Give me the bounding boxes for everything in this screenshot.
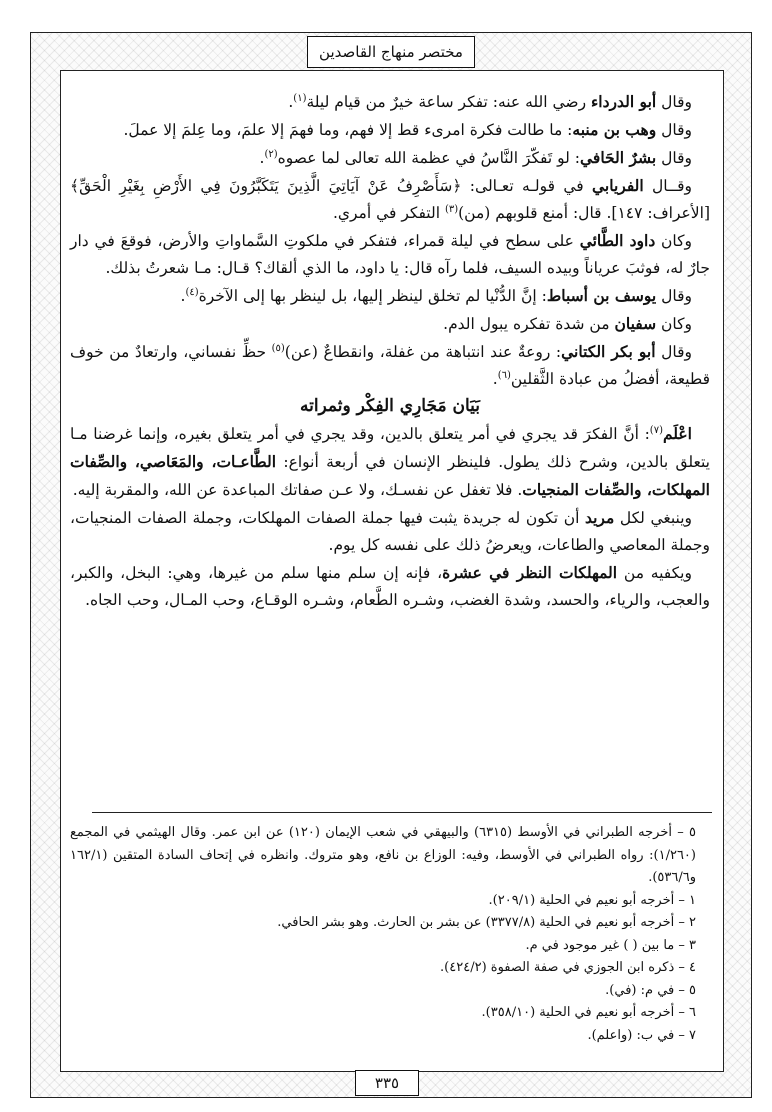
paragraph-6: وقال يوسف بن أسباط: إنَّ الدُّنْيا لم تخلق لينظر إليها، بل لينظر بها إلى الآخرة$^{(٤)}$. xyxy=(180,286,692,305)
name-highlight: وهب بن منبه xyxy=(572,120,657,139)
categories-highlight: الطَّاعـات، والمَعَاصي، والصِّفات المهلكات، والصِّفات المنجيات xyxy=(70,452,710,499)
paragraph-1: وقال أبو الدرداء رضي الله عنه: تفكر ساعة خيرٌ من قيام ليلة$^{(١)}$. xyxy=(288,92,692,111)
footnote-divider xyxy=(92,812,712,813)
footnote: ٣ – ما بين ( ) غير موجود في م. xyxy=(525,937,696,953)
footnote: ٦ – أخرجه أبو نعيم في الحلية (٣٥٨/١٠). xyxy=(481,1005,696,1020)
name-highlight: بشرٌ الحَافي xyxy=(580,148,657,167)
footnote-ref: (٣) xyxy=(444,203,459,215)
footnote-ref: (٥) xyxy=(271,342,285,354)
footnote: ٥ – أخرجه الطبراني في الأوسط (٦٣١٥) والبيهقي في شعب الإيمان (١٢٠) عن ابن عمر. وقال الهيثمي في المجمع (١/٢٦٠): رواه الطبراني في الأوسط، وفيه: الوزاع بن نافع، وهو متروك. وانظره في إتحاف السادة المتقين (١٦٢/١ و٥٣٦/٦). xyxy=(70,825,696,885)
footnote-ref: (٢) xyxy=(264,148,278,160)
lead-word: اعْلَم xyxy=(662,424,692,443)
page-number-box xyxy=(355,1070,419,1096)
name-highlight: أبو الدرداء xyxy=(591,92,657,111)
paragraph-4: وقــال الفريابي في قولـه تعـالى: ﴿سَأَصْرِفُ عَنْ آيَاتِيَ الَّذِينَ يَتَكَبَّرُونَ فِي الأَرْضِ بِغَيْرِ الْحَقِّ﴾[الأعراف: ١٤٧]. قال: أمنع قلوبهم (من)$^{(٣)}$ التفكر في أمري. xyxy=(70,176,710,222)
footnote-ref: (٦) xyxy=(497,369,511,381)
paragraph-8: وقال أبو بكر الكتاني: روعةٌ عند انتباهة من غفلة، وانقطاعٌ (عن)$^{(٥)}$ حظِّ نفساني، وارتعادٌ من خوف قطيعة، أفضلُ من عبادة الثَّقلين$^{(٦)}$. xyxy=(70,342,710,388)
running-header-title: مختصر منهاج القاصدين xyxy=(319,43,463,61)
footnote: ٢ – أخرجه أبو نعيم في الحلية (٣٣٧٧/٨) عن بشر بن الحارث. وهو بشر الحافي. xyxy=(277,915,696,930)
footnote-ref: (٧) xyxy=(649,424,663,436)
paragraph-3: وقال بشرٌ الحَافي: لو تَفكّرَ النَّاسُ في عظمة الله تعالى لما عصوه$^{(٢)}$. xyxy=(259,148,692,167)
footnote: ٥ – في م: (في). xyxy=(605,982,696,998)
paragraph-7: وكان سفيان من شدة تفكره يبول الدم. xyxy=(443,314,692,333)
page-number: ٣٣٥ xyxy=(374,1074,400,1092)
footnote: ٤ – ذكره ابن الجوزي في صفة الصفوة (٤٢٤/٢). xyxy=(440,960,696,975)
footnote-ref: (٤) xyxy=(185,286,199,298)
paragraph-9: اعْلَم$^{(٧)}$: أنَّ الفكرَ قد يجري في أمر يتعلق بالدين، وقد يجري في أمر يتعلق بغيره، وإنما غرضنا مـا يتعلق بالدين، وشرح ذلك يطول. فلينظر الإنسان في أربعة أنواع: الطَّاعـات، والمَعَاصي، والصِّفات المهلكات، والصِّفات المنجيات. فلا تغفل عن نفسـك، ولا عـن صفاتك المباعدة عن الله، والمقربة إليه. xyxy=(70,424,710,499)
section-heading: بَيَان مَجَارِي الفِكْر وثمراته xyxy=(299,396,481,416)
footnote: ١ – أخرجه أبو نعيم في الحلية (٢٠٩/١). xyxy=(488,892,696,908)
main-text xyxy=(70,88,710,614)
name-highlight: الفريابي xyxy=(592,176,644,195)
term-highlight: مريد xyxy=(584,508,615,527)
paragraph-5: وكان داود الطَّائي على سطح في ليلة قمراء، فتفكر في ملكوتِ السَّماواتِ والأرض، فوقعَ في دار جارٌ له، فوثبَ عرياناً وبيده السيف، فلما رآه قال: يا داود، ما الذي ألقاك؟ قـال: مـا شعرتُ بذلك. xyxy=(70,231,710,277)
name-highlight: سفيان xyxy=(614,314,657,333)
footnotes xyxy=(70,822,710,1047)
paragraph-10: وينبغي لكل مريد أن تكون له جريدة يثبت فيها جملة الصفات المهلكات، وجملة الصفات المنجيات، وجملة المعاصي والطاعات، ويعرضُ ذلك على نفسه كل يوم. xyxy=(70,508,710,554)
name-highlight: أبو بكر الكتاني xyxy=(561,342,656,361)
name-highlight: يوسف بن أسباط xyxy=(546,286,657,305)
paragraph-11: ويكفيه من المهلكات النظر في عشرة، فإنه إن سلم منها سلم من غيرها، وهي: البخل، والكبر، والعجب، والرياء، والحسد، وشدة الغضب، وشـره الطَّعام، وشـره الوقـاع، وحب المـال، وحب الجاه. xyxy=(70,563,710,609)
name-highlight: داود الطَّائي xyxy=(579,231,656,250)
footnote: ٧ – في ب: (واعلم). xyxy=(587,1027,696,1043)
footnote-ref: (١) xyxy=(293,92,307,104)
paragraph-2: وقال وهب بن منبه: ما طالت فكرة امرىء قط إلا فهم، وما فهمَ إلا علمَ، وما عِلمَ إلا عملَ. xyxy=(123,120,692,139)
running-header xyxy=(307,36,475,68)
term-highlight: المهلكات النظر في عشرة xyxy=(442,563,618,582)
